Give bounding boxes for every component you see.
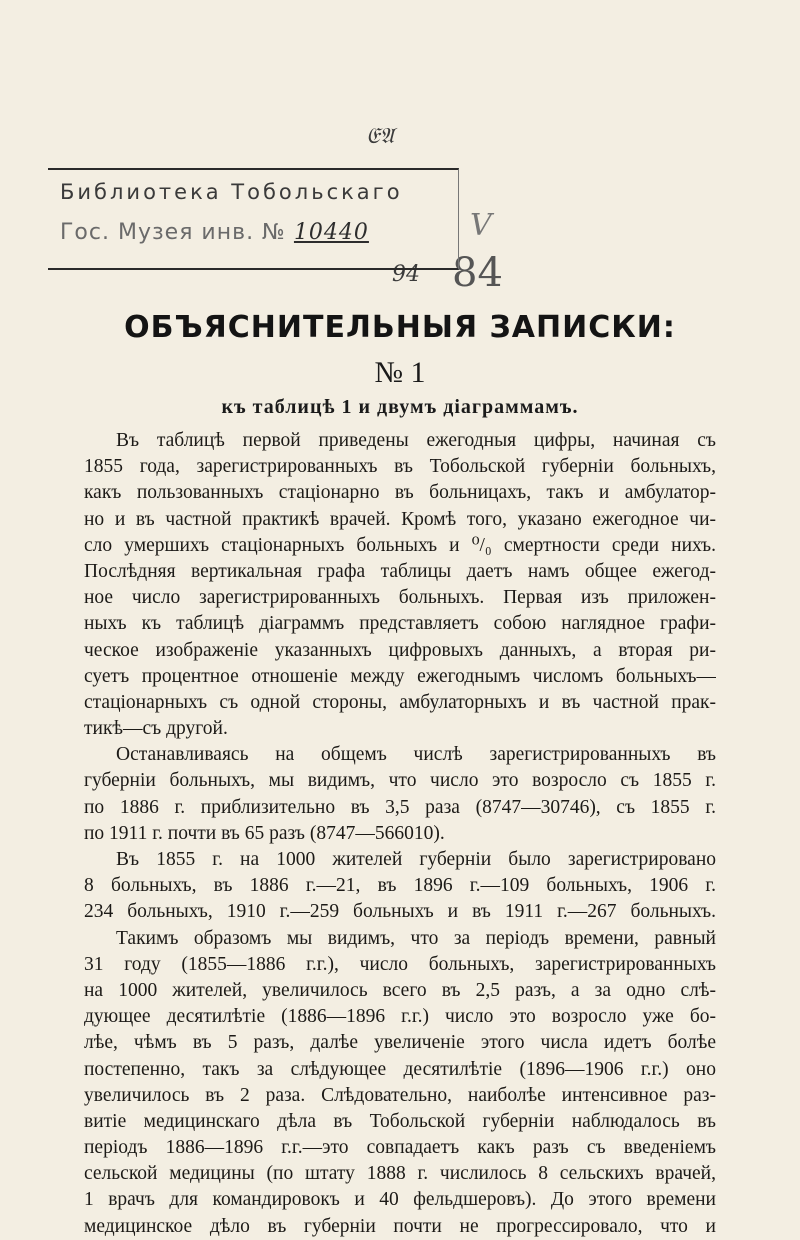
- handwritten-shelf-mark-a: 94: [392, 262, 420, 287]
- text-line: періодъ 1886—1896 г.г.—это совпадаетъ какъ разъ съ введеніемъ: [84, 1137, 716, 1159]
- text-line: но и въ частной практикѣ врачей. Кромѣ того, указано ежегодное чи-: [84, 508, 716, 530]
- section-subtitle: къ таблицѣ 1 и двумъ діаграммамъ.: [221, 396, 579, 418]
- text-line: Въ 1855 г. на 1000 жителей губерніи было зарегистрировано: [116, 849, 716, 870]
- text-line: лѣе, чѣмъ въ 5 разъ, далѣе увеличеніе этого числа идетъ болѣе: [84, 1032, 716, 1054]
- text-line: ное число зарегистрированныхъ больныхъ. Первая изъ приложен-: [84, 587, 716, 609]
- stamp-library-name: Библиотека Тобольскаго: [60, 180, 403, 204]
- text-line: 31 году (1855—1886 г.г.), число больныхъ, зарегистрированныхъ: [84, 953, 716, 975]
- library-stamp: [48, 168, 459, 270]
- text-line: медицинское дѣло въ губерніи почти не прогрессировало, что и: [84, 1215, 716, 1237]
- stamp-inventory-number: 10440: [293, 220, 369, 245]
- text-line: витіе медицинскаго дѣла въ Тобольской губерніи наблюдалось въ: [84, 1110, 716, 1132]
- text-line: 1855 года, зарегистрированныхъ въ Тобольской губерніи больныхъ,: [84, 456, 716, 478]
- text-line: сельской медицины (по штату 1888 г. числилось 8 сельскихъ врачей,: [84, 1163, 716, 1185]
- text-line: какъ пользованныхъ стаціонарно въ больницахъ, такъ и амбулатор-: [84, 482, 716, 504]
- text-line: губерніи больныхъ, мы видимъ, что число это возросло съ 1855 г.: [84, 770, 716, 792]
- text-line: суетъ процентное отношеніе между ежегоднымъ числомъ больныхъ—: [84, 665, 716, 687]
- text-line: 8 больныхъ, въ 1886 г.—21, въ 1896 г.—109 больныхъ, 1906 г.: [84, 875, 716, 897]
- handwritten-mark-right: V: [470, 208, 492, 243]
- text-line: дующее десятилѣтіе (1886—1896 г.г.) число это возросло уже бо-: [84, 1006, 716, 1028]
- text-line: ныхъ къ таблицѣ діаграммъ представляетъ собою наглядное графи-: [84, 613, 716, 635]
- text-line: на 1000 жителей, увеличилось всего въ 2,5 разъ, а за одно слѣ-: [84, 979, 716, 1001]
- body-text: [84, 428, 716, 1240]
- text-line: сло умершихъ стаціонарныхъ больныхъ и ⁰/₀ смертности среди нихъ.: [84, 534, 716, 556]
- text-line: Такимъ образомъ мы видимъ, что за періодъ времени, равный: [116, 927, 716, 949]
- text-line: Въ таблицѣ первой приведены ежегодныя цифры, начиная съ: [116, 430, 716, 451]
- text-line: ческое изображеніе указанныхъ цифровыхъ данныхъ, а вторая ри-: [84, 639, 716, 661]
- text-line: 234 больныхъ, 1910 г.—259 больныхъ и въ 1911 г.—267 больныхъ.: [84, 901, 716, 923]
- handwritten-shelf-mark-b: 84: [452, 250, 503, 296]
- page-title: ОБЪЯСНИТЕЛЬНЫЯ ЗАПИСКИ:: [124, 310, 676, 345]
- text-line: 1 врачъ для командировокъ и 40 фельдшеровъ). До этого времени: [84, 1189, 716, 1211]
- text-line: тикѣ—съ другой.: [84, 718, 228, 740]
- text-line: по 1911 г. почти въ 65 разъ (8747—566010).: [84, 822, 445, 844]
- text-line: Останавливаясь на общемъ числѣ зарегистрированныхъ въ: [116, 744, 716, 766]
- section-number: № 1: [374, 356, 426, 389]
- text-line: постепенно, такъ за слѣдующее десятилѣтіе (1896—1906 г.г.) оно: [84, 1058, 716, 1080]
- stamp-inventory-line: [60, 220, 450, 245]
- text-line: стаціонарныхъ съ одной стороны, амбулаторныхъ и въ частной прак-: [84, 691, 716, 713]
- text-line: Послѣдняя вертикальная графа таблицы даетъ намъ общее ежегод-: [84, 560, 716, 582]
- text-line: по 1886 г. приблизительно въ 3,5 раза (8747—30746), съ 1855 г.: [84, 796, 716, 818]
- handwritten-mark-top: 𝔈𝔄: [366, 124, 395, 149]
- stamp-inventory-label: Гос. Музея инв. №: [60, 220, 286, 245]
- text-line: увеличилось въ 2 раза. Слѣдовательно, наиболѣе интенсивное раз-: [84, 1084, 716, 1106]
